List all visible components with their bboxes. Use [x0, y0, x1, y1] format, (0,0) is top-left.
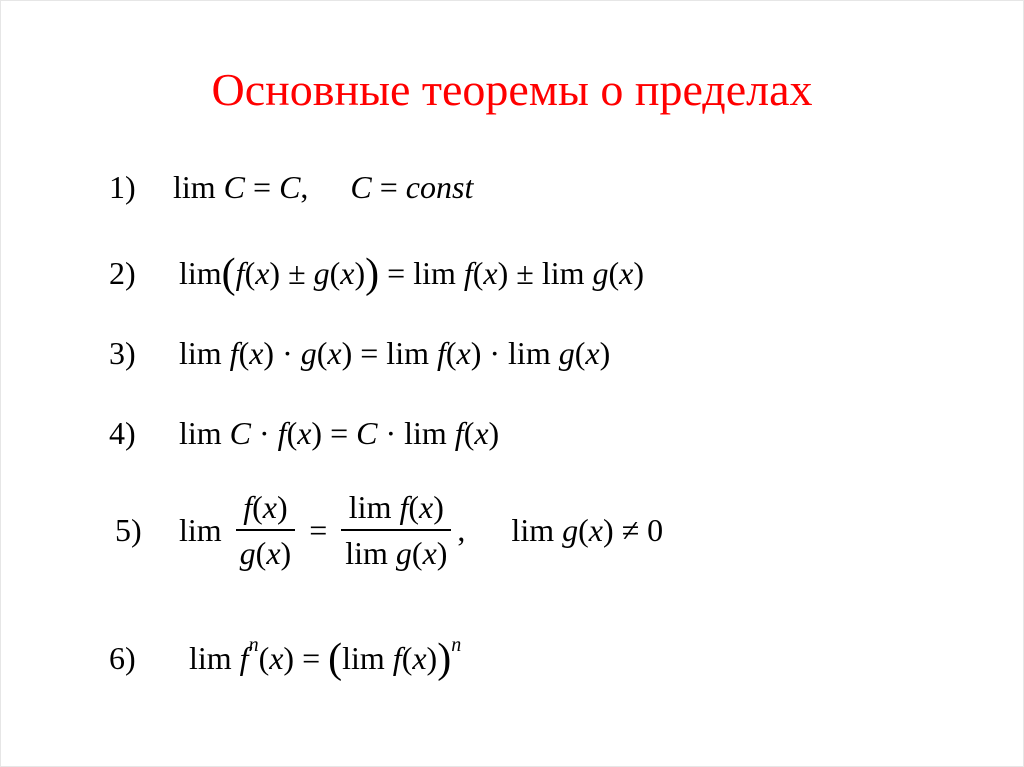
fraction-right: $\frac{\text{lim f(x)}}{\text{lim g(x)}}$ — [341, 491, 451, 569]
theorem-number: 2) — [109, 255, 136, 291]
theorem-6: 6) $\lim f^n(x) = (\lim$ f(x))$^n$ — [109, 634, 462, 682]
theorem-2: 2) lim(f(x) ± g(x)) = lim f(x) ± lim g(x) — [109, 251, 645, 297]
theorem-4: 4) lim C · f(x) = C · lim f(x) — [109, 415, 500, 451]
theorem-number: 4) — [109, 415, 136, 451]
fraction-left: $\frac{f(x)}{g(x)}$ — [236, 491, 296, 569]
theorem-number: 6) — [109, 640, 136, 676]
theorem-number: 5) — [115, 512, 142, 548]
theorem-3: 3) lim f(x) · g(x) = lim f(x) · lim g(x) — [109, 335, 611, 371]
theorem-1: 1) lim C = C, C = const — [109, 169, 474, 205]
theorem-5: 5) lim $\frac{f(x)}{g(x)}$ = $\frac{\text{lim f(x)}}{\text{lim g(x)}}$ , lim g(x) ≠ 0 — [115, 489, 664, 571]
theorem-number: 3) — [109, 335, 136, 371]
theorem-number: 1) — [109, 169, 136, 205]
slide-title: Основные теоремы о пределах — [211, 64, 813, 115]
